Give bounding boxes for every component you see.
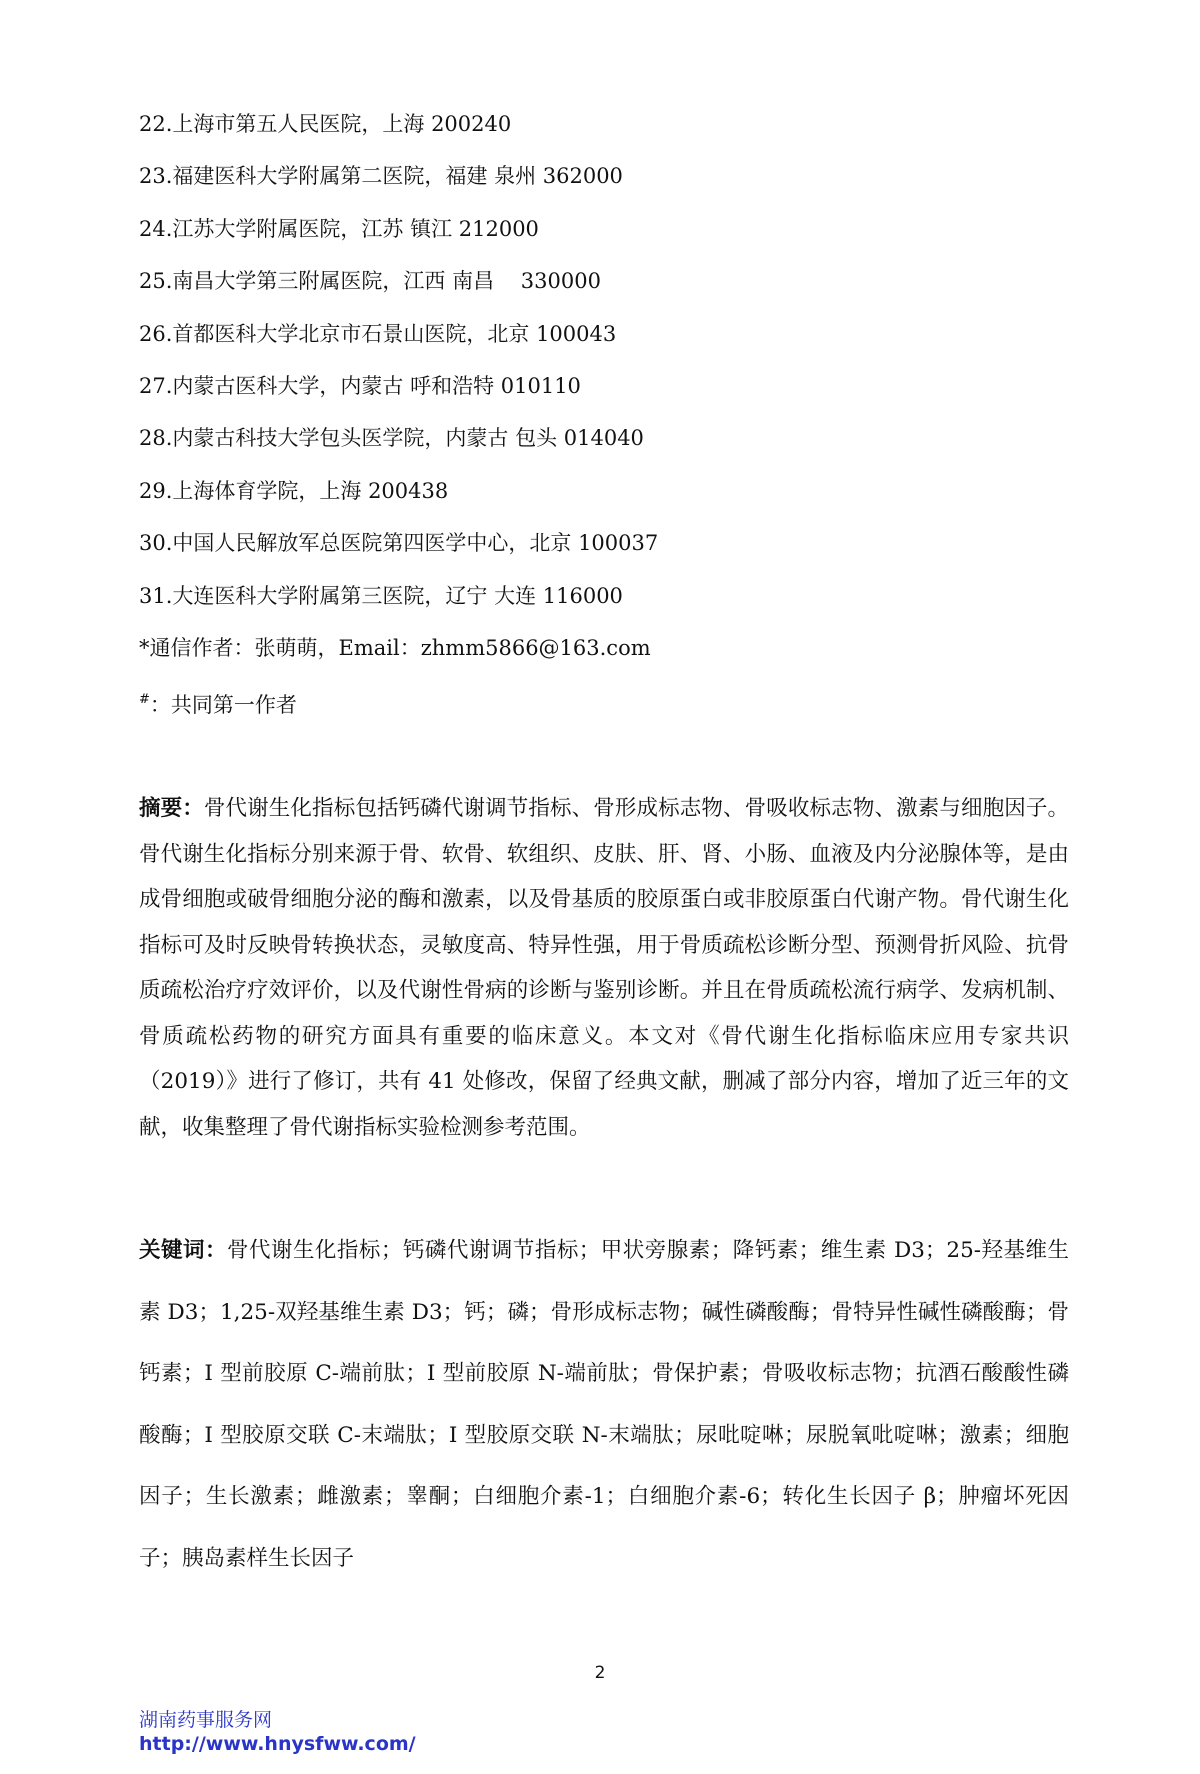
affiliation-26: 26.首都医科大学北京市石景山医院，北京 100043 xyxy=(139,321,617,346)
affiliation-list xyxy=(139,106,1099,735)
abstract-text: 骨代谢生化指标包括钙磷代谢调节指标、骨形成标志物、骨吸收标志物、激素与细胞因子。骨代谢生化指标分别来源于骨、软骨、软组织、皮肤、肝、肾、小肠、血液及内分泌腺体等，是由成骨细胞或破骨细胞分泌的酶和激素，以及骨基质的胶原蛋白或非胶原蛋白代谢产物。骨代谢生化指标可及时反映骨转换状态，灵敏度高、特异性强，用于骨质疏松诊断分型、预测骨折风险、抗骨质疏松治疗疗效评价，以及代谢性骨病的诊断与鉴别诊断。并且在骨质疏松流行病学、发病机制、骨质疏松药物的研究方面具有重要的临床意义。本文对《骨代谢生化指标临床应用专家共识（2019）》进行了修订，共有 41 处修改，保留了经典文献，删减了部分内容，增加了近三年的文献，收集整理了骨代谢指标实验检测参考范围。 xyxy=(139,796,1069,1140)
co-first-author-note xyxy=(139,682,1099,734)
affiliation-23: 23.福建医科大学附属第二医院，福建 泉州 362000 xyxy=(139,164,623,189)
affiliation-28: 28.内蒙古科技大学包头医学院，内蒙古 包头 014040 xyxy=(139,426,644,451)
affiliation-27: 27.内蒙古医科大学，内蒙古 呼和浩特 010110 xyxy=(139,373,581,398)
page-number: 2 xyxy=(594,1663,606,1683)
keywords-label: 关键词： xyxy=(139,1238,227,1263)
affiliation-31: 31.大连医科大学附属第三医院，辽宁 大连 116000 xyxy=(139,583,623,608)
co-first-mark: # xyxy=(139,692,150,708)
abstract-label: 摘要： xyxy=(139,796,204,821)
affiliation-22: 22.上海市第五人民医院，上海 200240 xyxy=(139,112,512,136)
watermark-url-link[interactable]: http://www.hnysfww.com/ xyxy=(139,1733,416,1755)
keywords-text: 骨代谢生化指标；钙磷代谢调节指标；甲状旁腺素；降钙素；维生素 D3；25-羟基维生素 D3；1,25-双羟基维生素 D3；钙；磷；骨形成标志物；碱性磷酸酶；骨特异性碱性磷酸酶；骨钙素；I 型前胶原 C-端前肽；I 型前胶原 N-端前肽；骨保护素；骨吸收标志物；抗酒石酸酸性磷酸酶；I 型胶原交联 C-末端肽；I 型胶原交联 N-末端肽；尿吡啶啉；尿脱氧吡啶啉；激素；细胞因子；生长激素；雌激素；睾酮；白细胞介素-1；白细胞介素-6；转化生长因子 β；肿瘤坏死因子；胰岛素样生长因子 xyxy=(139,1238,1069,1571)
abstract-paragraph xyxy=(139,786,1069,1150)
keywords-paragraph xyxy=(139,1220,1069,1589)
corresponding-author: *通信作者：张萌萌，Email：zhmm5866@163.com xyxy=(139,635,651,660)
watermark-site-name: 湖南药事服务网 xyxy=(139,1709,273,1731)
affiliation-29: 29.上海体育学院，上海 200438 xyxy=(139,478,449,503)
co-first-text: ：共同第一作者 xyxy=(149,693,297,718)
affiliation-30: 30.中国人民解放军总医院第四医学中心，北京 100037 xyxy=(139,531,659,556)
affiliation-24: 24.江苏大学附属医院，江苏 镇江 212000 xyxy=(139,216,539,241)
affiliation-25: 25.南昌大学第三附属医院，江西 南昌 330000 xyxy=(139,269,601,294)
